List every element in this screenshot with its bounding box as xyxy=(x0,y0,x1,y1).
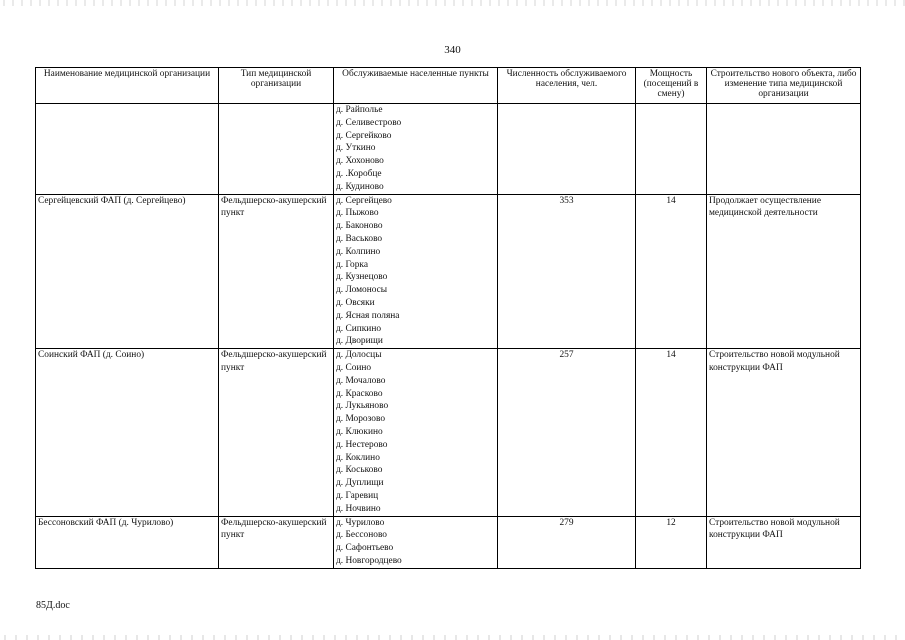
settlement-item: д. Ночвино xyxy=(336,503,381,514)
page-number: 340 xyxy=(444,44,461,56)
org-name-cell: Сергейцевский ФАП (д. Сергейцево) xyxy=(36,194,219,349)
header-capacity: Мощность (посещений в смену) xyxy=(636,68,707,104)
settlement-item: д. Уткино xyxy=(336,143,376,154)
header-settlements: Обслуживаемые населенные пункты xyxy=(334,68,498,104)
scan-artifact-bottom xyxy=(0,635,905,640)
table-row xyxy=(36,516,861,568)
scan-artifact-top xyxy=(0,0,905,6)
settlements-cell xyxy=(334,349,498,516)
construction-status-cell: Строительство новой модульной конструкции ФАП xyxy=(707,349,861,516)
settlement-item: д. Морозово xyxy=(336,414,386,425)
settlement-item: д. Кузнецово xyxy=(336,272,388,283)
facilities-table xyxy=(35,67,861,569)
settlement-item: д. Кудиново xyxy=(336,181,384,192)
settlement-item: д. Бессоново xyxy=(336,530,387,541)
header-population: Численность обслуживаемого населения, чел. xyxy=(498,68,636,104)
settlement-item: д. Пыжово xyxy=(336,208,379,219)
settlement-item: д. Чурилово xyxy=(336,517,385,528)
settlement-item: д. Коклино xyxy=(336,452,380,463)
settlement-item: д. Хохоново xyxy=(336,156,384,167)
settlement-item: д. .Коробце xyxy=(336,168,382,179)
settlement-item: д. Сергейково xyxy=(336,130,392,141)
settlement-item: д. Новгородцево xyxy=(336,555,402,566)
settlement-item: д. Клюкино xyxy=(336,426,383,437)
settlement-item: д. Гаревиц xyxy=(336,490,379,501)
org-type-cell xyxy=(219,104,334,195)
population-cell: 257 xyxy=(498,349,636,516)
settlement-item: д. Дуплищи xyxy=(336,478,384,489)
population-cell: 279 xyxy=(498,516,636,568)
org-type-cell: Фельдшерско-акушерский пункт xyxy=(219,349,334,516)
construction-status-cell: Продолжает осуществление медицинской деятельности xyxy=(707,194,861,349)
table-row xyxy=(36,349,861,516)
table-header-row xyxy=(36,68,861,104)
org-name-cell: Бессоновский ФАП (д. Чурилово) xyxy=(36,516,219,568)
header-org-type: Тип медицинской организации xyxy=(219,68,334,104)
settlement-item: д. Лукьяново xyxy=(336,401,389,412)
org-name-cell xyxy=(36,104,219,195)
settlement-item: д. Горка xyxy=(336,259,369,270)
header-construction: Строительство нового объекта, либо изменение типа медицинской организации xyxy=(707,68,861,104)
file-name-footer: 85Д.doc xyxy=(36,600,70,611)
settlement-item: д. Коськово xyxy=(336,465,383,476)
capacity-cell: 14 xyxy=(636,349,707,516)
settlement-item: д. Сипкино xyxy=(336,323,382,334)
settlement-item: д. Нестерово xyxy=(336,439,388,450)
org-type-cell: Фельдшерско-акушерский пункт xyxy=(219,516,334,568)
settlement-item: д. Сергейцево xyxy=(336,195,392,206)
capacity-cell: 12 xyxy=(636,516,707,568)
settlement-item: д. Селивестрово xyxy=(336,117,402,128)
settlement-item: д. Красково xyxy=(336,388,383,399)
capacity-cell xyxy=(636,104,707,195)
settlement-item: д. Долосцы xyxy=(336,350,382,361)
settlement-item: д. Колпино xyxy=(336,246,381,257)
construction-status-cell xyxy=(707,104,861,195)
settlement-item: д. Баконово xyxy=(336,221,383,232)
capacity-cell: 14 xyxy=(636,194,707,349)
settlements-cell xyxy=(334,194,498,349)
settlement-item: д. Дворищи xyxy=(336,336,383,347)
settlement-item: д. Соино xyxy=(336,362,372,373)
settlements-cell xyxy=(334,104,498,195)
settlement-item: д. Сафонтьево xyxy=(336,543,394,554)
population-cell: 353 xyxy=(498,194,636,349)
header-org-name: Наименование медицинской организации xyxy=(36,68,219,104)
settlement-item: д. Васьково xyxy=(336,233,383,244)
settlement-item: д. Мочалово xyxy=(336,375,386,386)
org-name-cell: Соинский ФАП (д. Соино) xyxy=(36,349,219,516)
settlement-item: д. Райполье xyxy=(336,105,383,115)
construction-status-cell: Строительство новой модульной конструкции ФАП xyxy=(707,516,861,568)
table-row xyxy=(36,194,861,349)
population-cell xyxy=(498,104,636,195)
settlements-cell xyxy=(334,516,498,568)
settlement-item: д. Овсяки xyxy=(336,297,375,308)
org-type-cell: Фельдшерско-акушерский пункт xyxy=(219,194,334,349)
settlement-item: д. Ломоносы xyxy=(336,285,388,296)
table-row xyxy=(36,104,861,195)
settlement-item: д. Ясная поляна xyxy=(336,310,400,321)
